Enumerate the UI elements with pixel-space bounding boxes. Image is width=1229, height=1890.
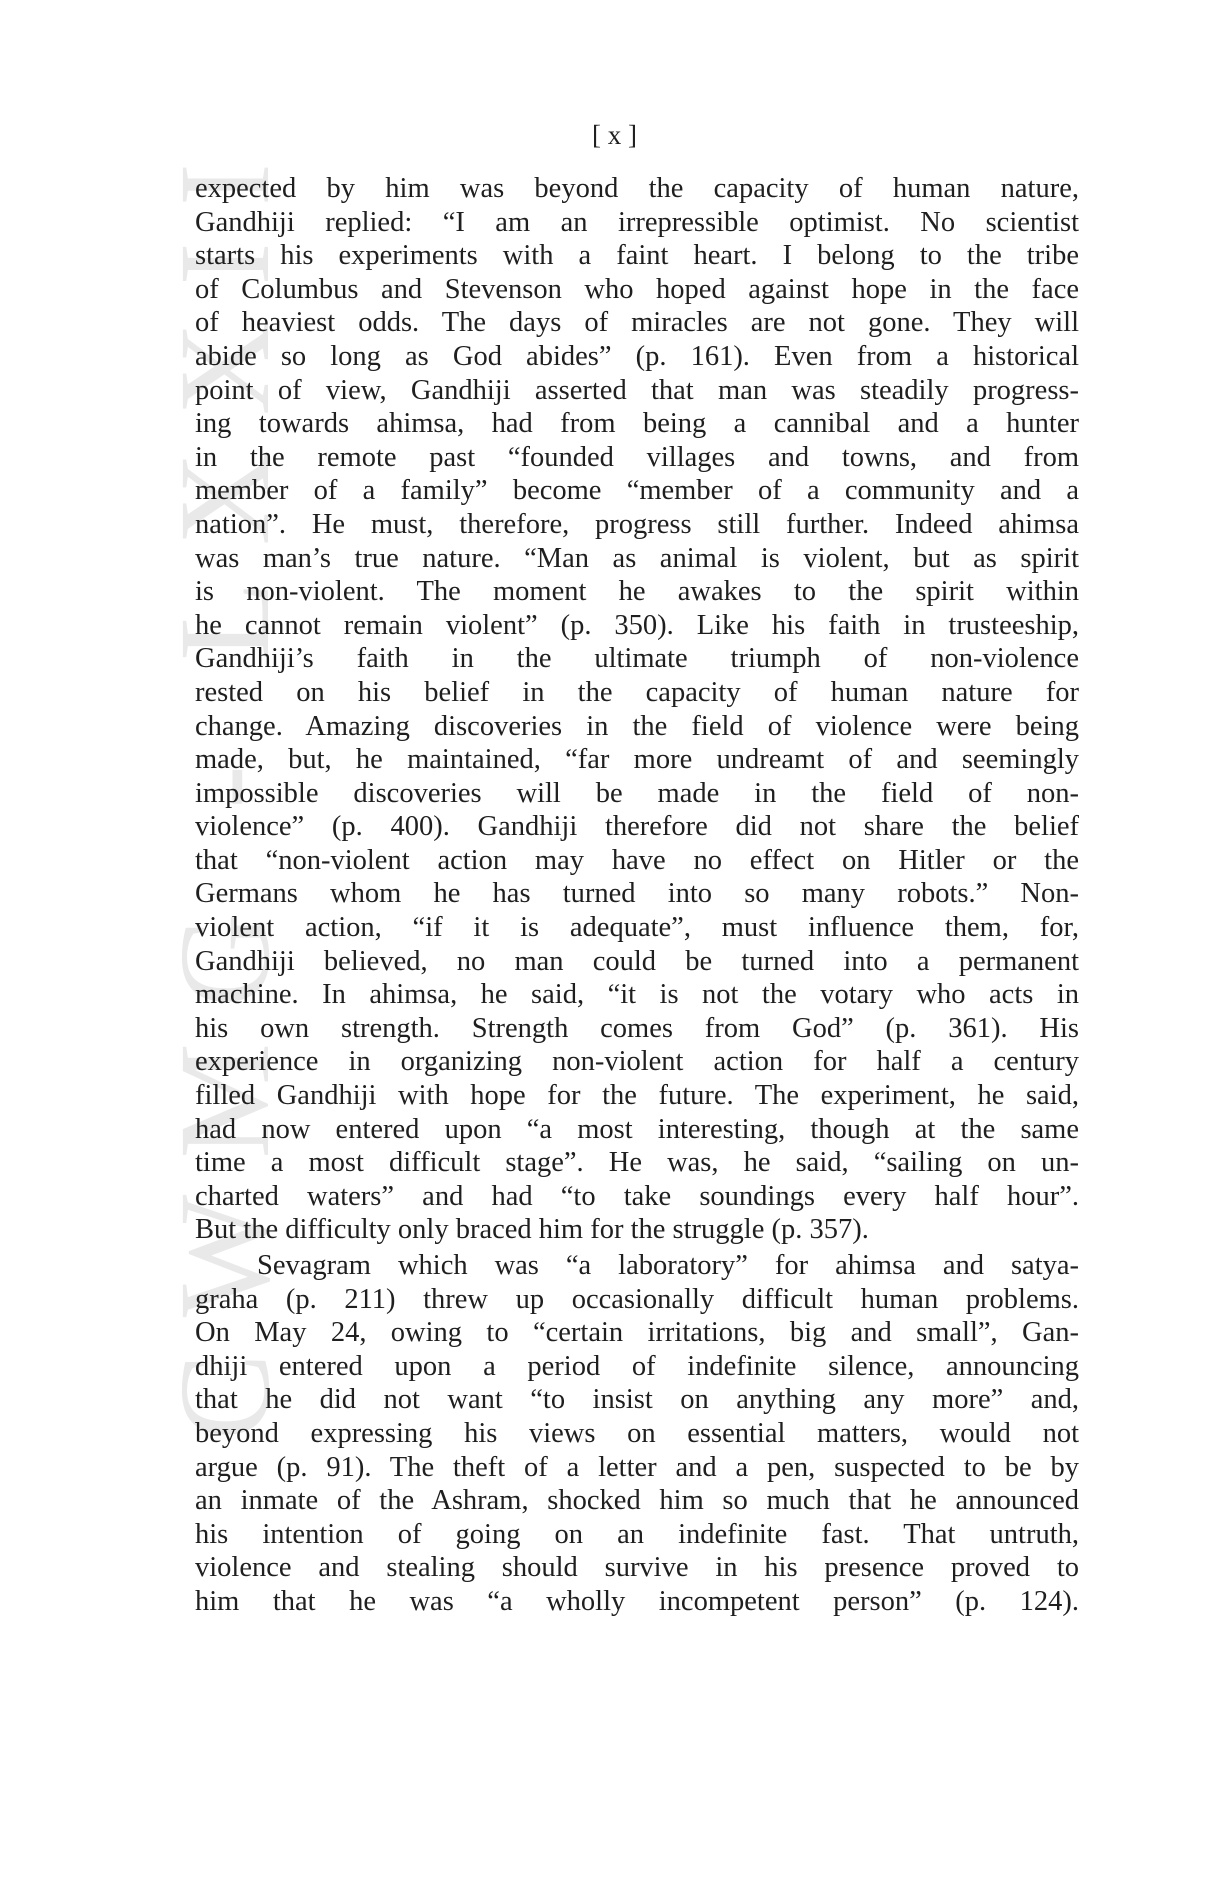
text-line: him that he was “a wholly incompetent person” (p. 124). xyxy=(195,1585,1079,1617)
text-line: Gandhiji’s faith in the ultimate triumph of non-violence xyxy=(195,643,1079,675)
text-line: an inmate of the Ashram, shocked him so much that he announced xyxy=(195,1485,1079,1517)
text-line: is non-violent. The moment he awakes to the spirit within xyxy=(195,576,1079,608)
cwmg-watermark: CWMG - LXXII xyxy=(153,127,297,1440)
text-line: experience in organizing non-violent action for half a century xyxy=(195,1046,1079,1078)
text-line: rested on his belief in the capacity of human nature for xyxy=(195,676,1079,708)
text-line: made, but, he maintained, “far more undreamt of and seemingly xyxy=(195,744,1079,776)
text-line: of heaviest odds. The days of miracles are not gone. They will xyxy=(195,307,1079,339)
text-line: charted waters” and had “to take soundings every half hour”. xyxy=(195,1180,1079,1212)
text-line: ing towards ahimsa, had from being a cannibal and a hunter xyxy=(195,408,1079,440)
text-line: violence” (p. 400). Gandhiji therefore did not share the belief xyxy=(195,811,1079,843)
text-line: in the remote past “founded villages and towns, and from xyxy=(195,441,1079,473)
paragraph-start-line: Sevagram which was “a laboratory” for ahimsa and satya- xyxy=(257,1250,1079,1281)
text-line: On May 24, owing to “certain irritations, big and small”, Gan- xyxy=(195,1317,1079,1349)
text-line: was man’s true nature. “Man as animal is violent, but as spirit xyxy=(195,542,1079,574)
text-line: violent action, “if it is adequate”, must influence them, for, xyxy=(195,912,1079,944)
text-line: of Columbus and Stevenson who hoped against hope in the face xyxy=(195,273,1079,305)
text-line: Gandhiji believed, no man could be turned into a permanent xyxy=(195,945,1079,977)
text-line: machine. In ahimsa, he said, “it is not the votary who acts in xyxy=(195,979,1079,1011)
text-line: nation”. He must, therefore, progress still further. Indeed ahimsa xyxy=(195,508,1079,540)
text-line: time a most difficult stage”. He was, he said, “sailing on un- xyxy=(195,1147,1079,1179)
text-line: his own strength. Strength comes from God” (p. 361). His xyxy=(195,1012,1079,1044)
text-line: dhiji entered upon a period of indefinite silence, announcing xyxy=(195,1350,1079,1382)
page-number: [ x ] xyxy=(592,120,637,150)
text-line: argue (p. 91). The theft of a letter and a pen, suspected to be by xyxy=(195,1451,1079,1483)
paragraph-end-line: But the difficulty only braced him for the struggle (p. 357). xyxy=(195,1214,869,1246)
text-line: that “non-violent action may have no effect on Hitler or the xyxy=(195,844,1079,876)
text-line: his intention of going on an indefinite fast. That untruth, xyxy=(195,1518,1079,1550)
text-line: point of view, Gandhiji asserted that man was steadily progress- xyxy=(195,374,1079,406)
text-line: graha (p. 211) threw up occasionally difficult human problems. xyxy=(195,1283,1079,1315)
text-line: expected by him was beyond the capacity of human nature, xyxy=(195,173,1079,204)
text-line: change. Amazing discoveries in the field of violence were being xyxy=(195,710,1079,742)
body-text xyxy=(195,172,1079,1619)
text-line: abide so long as God abides” (p. 161). Even from a historical xyxy=(195,340,1079,372)
text-line: had now entered upon “a most interesting, though at the same xyxy=(195,1113,1079,1145)
text-line: violence and stealing should survive in his presence proved to xyxy=(195,1552,1079,1584)
text-line: beyond expressing his views on essential matters, would not xyxy=(195,1417,1079,1449)
text-line: filled Gandhiji with hope for the future. The experiment, he said, xyxy=(195,1080,1079,1112)
text-line: starts his experiments with a faint heart. I belong to the tribe xyxy=(195,240,1079,272)
text-line: impossible discoveries will be made in the field of non- xyxy=(195,777,1079,809)
text-line: Germans whom he has turned into so many robots.” Non- xyxy=(195,878,1079,910)
text-line: he cannot remain violent” (p. 350). Like his faith in trusteeship, xyxy=(195,609,1079,641)
text-line: Gandhiji replied: “I am an irrepressible optimist. No scientist xyxy=(195,206,1079,238)
text-line: member of a family” become “member of a community and a xyxy=(195,475,1079,507)
text-line: that he did not want “to insist on anything any more” and, xyxy=(195,1384,1079,1416)
